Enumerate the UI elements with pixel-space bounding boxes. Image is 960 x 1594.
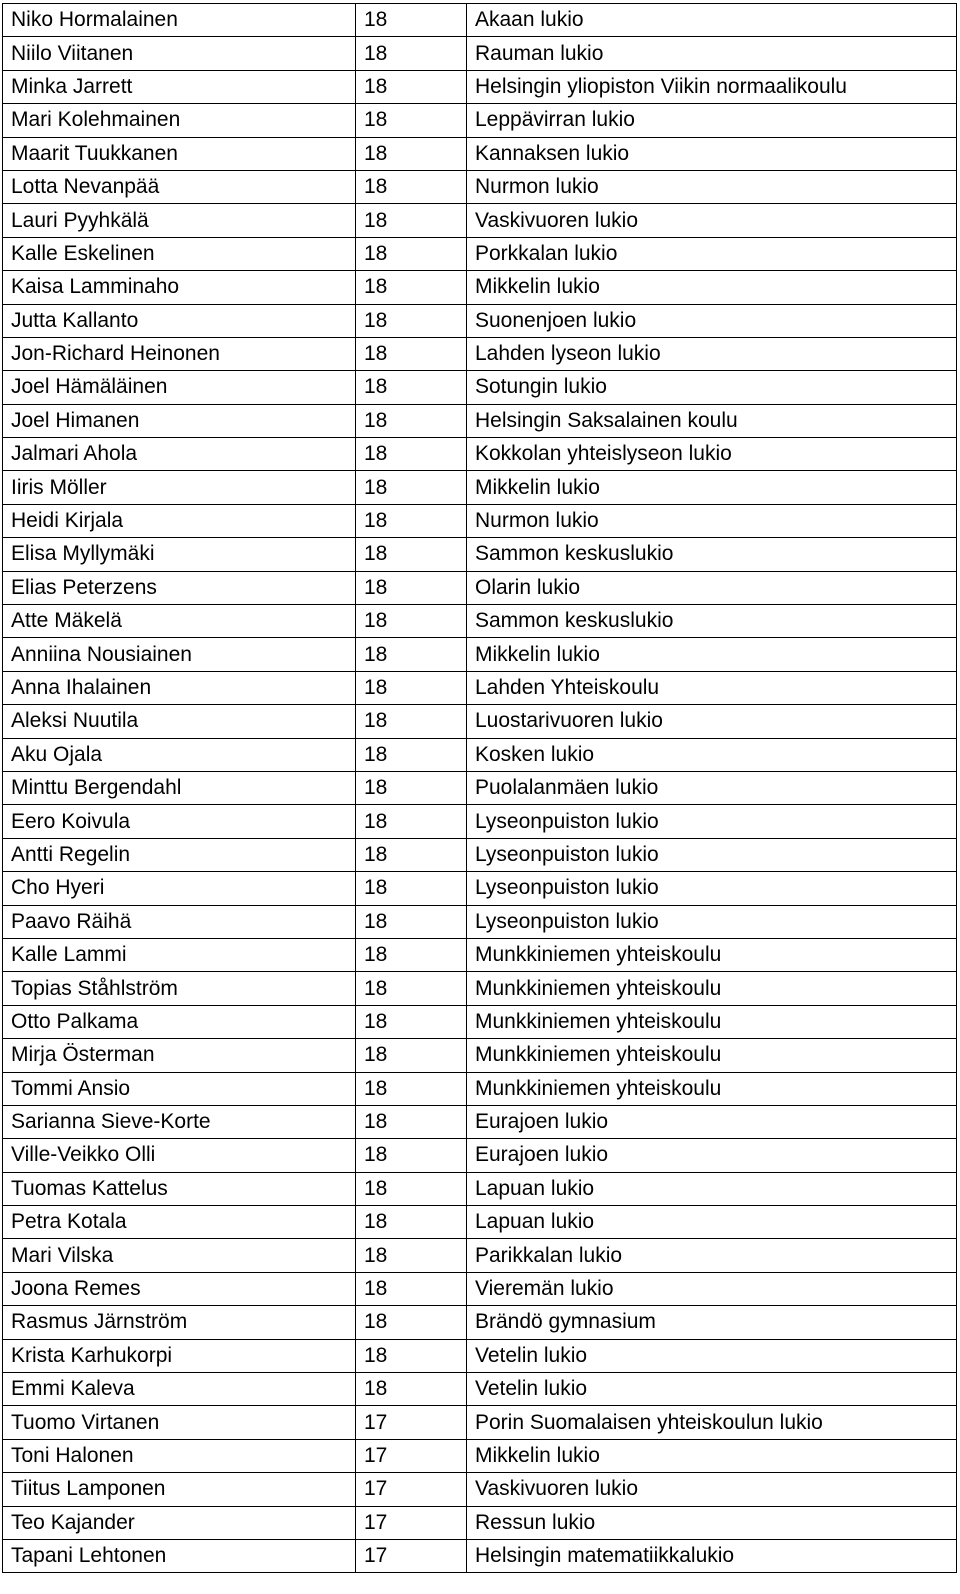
participant-name-cell: Niko Hormalainen — [3, 4, 356, 37]
participant-name-cell: Anniina Nousiainen — [3, 638, 356, 671]
participant-name-cell: Cho Hyeri — [3, 872, 356, 905]
participant-school-cell: Vetelin lukio — [467, 1339, 957, 1372]
participant-school-cell: Kosken lukio — [467, 738, 957, 771]
participant-age-cell: 18 — [356, 1172, 467, 1205]
participant-school-cell: Munkkiniemen yhteiskoulu — [467, 1072, 957, 1105]
participant-age-cell: 18 — [356, 304, 467, 337]
participant-age-cell: 18 — [356, 371, 467, 404]
participant-name-cell: Paavo Räihä — [3, 905, 356, 938]
participant-age-cell: 18 — [356, 571, 467, 604]
participant-school-cell: Sotungin lukio — [467, 371, 957, 404]
participant-school-cell: Suonenjoen lukio — [467, 304, 957, 337]
participant-name-cell: Mari Kolehmainen — [3, 104, 356, 137]
table-row — [3, 1072, 957, 1105]
participant-name-cell: Tuomo Virtanen — [3, 1406, 356, 1439]
table-row — [3, 1005, 957, 1038]
table-row — [3, 70, 957, 103]
participant-school-cell: Kokkolan yhteislyseon lukio — [467, 438, 957, 471]
table-row — [3, 4, 957, 37]
table-row — [3, 1439, 957, 1472]
participant-school-cell: Akaan lukio — [467, 4, 957, 37]
participant-age-cell: 18 — [356, 471, 467, 504]
participant-name-cell: Kalle Lammi — [3, 938, 356, 971]
participant-school-cell: Vetelin lukio — [467, 1373, 957, 1406]
table-row — [3, 1373, 957, 1406]
participant-school-cell: Leppävirran lukio — [467, 104, 957, 137]
participant-age-cell: 18 — [356, 271, 467, 304]
participant-age-cell: 18 — [356, 671, 467, 704]
participant-school-cell: Lahden lyseon lukio — [467, 337, 957, 370]
participant-name-cell: Heidi Kirjala — [3, 504, 356, 537]
participant-school-cell: Mikkelin lukio — [467, 1439, 957, 1472]
participant-age-cell: 18 — [356, 504, 467, 537]
participant-age-cell: 18 — [356, 972, 467, 1005]
participant-school-cell: Helsingin Saksalainen koulu — [467, 404, 957, 437]
participant-name-cell: Joel Hämäläinen — [3, 371, 356, 404]
table-row — [3, 337, 957, 370]
participant-age-cell: 18 — [356, 337, 467, 370]
participant-age-cell: 18 — [356, 838, 467, 871]
participant-name-cell: Jalmari Ahola — [3, 438, 356, 471]
table-row — [3, 738, 957, 771]
participant-school-cell: Helsingin matematiikkalukio — [467, 1539, 957, 1572]
table-row — [3, 204, 957, 237]
participant-name-cell: Joona Remes — [3, 1272, 356, 1305]
participant-school-cell: Sammon keskuslukio — [467, 538, 957, 571]
participant-age-cell: 18 — [356, 237, 467, 270]
participant-school-cell: Parikkalan lukio — [467, 1239, 957, 1272]
table-row — [3, 671, 957, 704]
participant-age-cell: 17 — [356, 1473, 467, 1506]
participant-name-cell: Mari Vilska — [3, 1239, 356, 1272]
participant-school-cell: Lapuan lukio — [467, 1206, 957, 1239]
table-row — [3, 1239, 957, 1272]
participant-age-cell: 18 — [356, 1005, 467, 1038]
participant-name-cell: Rasmus Järnström — [3, 1306, 356, 1339]
participant-name-cell: Jon-Richard Heinonen — [3, 337, 356, 370]
participant-school-cell: Eurajoen lukio — [467, 1105, 957, 1138]
participant-age-cell: 17 — [356, 1506, 467, 1539]
table-row — [3, 1172, 957, 1205]
participant-name-cell: Antti Regelin — [3, 838, 356, 871]
participant-age-cell: 18 — [356, 1239, 467, 1272]
table-row — [3, 1105, 957, 1138]
participant-school-cell: Eurajoen lukio — [467, 1139, 957, 1172]
participant-school-cell: Nurmon lukio — [467, 170, 957, 203]
participant-school-cell: Lapuan lukio — [467, 1172, 957, 1205]
participant-age-cell: 18 — [356, 771, 467, 804]
participant-name-cell: Kalle Eskelinen — [3, 237, 356, 270]
participant-name-cell: Anna Ihalainen — [3, 671, 356, 704]
participants-table — [2, 3, 957, 1573]
participant-school-cell: Mikkelin lukio — [467, 271, 957, 304]
participant-age-cell: 18 — [356, 4, 467, 37]
participants-table-body — [3, 4, 957, 1573]
participant-school-cell: Lyseonpuiston lukio — [467, 872, 957, 905]
participant-name-cell: Tuomas Kattelus — [3, 1172, 356, 1205]
table-row — [3, 705, 957, 738]
table-row — [3, 404, 957, 437]
participant-name-cell: Atte Mäkelä — [3, 605, 356, 638]
participant-name-cell: Eero Koivula — [3, 805, 356, 838]
table-row — [3, 1306, 957, 1339]
participant-age-cell: 18 — [356, 1139, 467, 1172]
participant-school-cell: Brändö gymnasium — [467, 1306, 957, 1339]
table-row — [3, 1339, 957, 1372]
participant-age-cell: 18 — [356, 938, 467, 971]
participant-name-cell: Sarianna Sieve-Korte — [3, 1105, 356, 1138]
participant-school-cell: Nurmon lukio — [467, 504, 957, 537]
participant-age-cell: 18 — [356, 1039, 467, 1072]
participant-name-cell: Jutta Kallanto — [3, 304, 356, 337]
participant-name-cell: Elisa Myllymäki — [3, 538, 356, 571]
table-row — [3, 271, 957, 304]
table-row — [3, 872, 957, 905]
participant-age-cell: 18 — [356, 37, 467, 70]
participant-age-cell: 18 — [356, 438, 467, 471]
table-row — [3, 1539, 957, 1572]
table-row — [3, 438, 957, 471]
participant-age-cell: 18 — [356, 805, 467, 838]
participant-age-cell: 18 — [356, 1272, 467, 1305]
participant-name-cell: Krista Karhukorpi — [3, 1339, 356, 1372]
participant-name-cell: Tapani Lehtonen — [3, 1539, 356, 1572]
participant-school-cell: Luostarivuoren lukio — [467, 705, 957, 738]
table-row — [3, 471, 957, 504]
participant-age-cell: 18 — [356, 905, 467, 938]
participant-school-cell: Ressun lukio — [467, 1506, 957, 1539]
participant-school-cell: Mikkelin lukio — [467, 471, 957, 504]
participant-name-cell: Tommi Ansio — [3, 1072, 356, 1105]
table-row — [3, 371, 957, 404]
table-row — [3, 37, 957, 70]
participant-school-cell: Munkkiniemen yhteiskoulu — [467, 938, 957, 971]
participant-school-cell: Kannaksen lukio — [467, 137, 957, 170]
table-row — [3, 1139, 957, 1172]
participant-age-cell: 18 — [356, 1206, 467, 1239]
table-row — [3, 938, 957, 971]
participant-age-cell: 18 — [356, 638, 467, 671]
participant-school-cell: Puolalanmäen lukio — [467, 771, 957, 804]
participant-name-cell: Elias Peterzens — [3, 571, 356, 604]
table-row — [3, 571, 957, 604]
participant-age-cell: 18 — [356, 204, 467, 237]
participant-name-cell: Tiitus Lamponen — [3, 1473, 356, 1506]
participant-name-cell: Toni Halonen — [3, 1439, 356, 1472]
table-row — [3, 605, 957, 638]
participant-school-cell: Vieremän lukio — [467, 1272, 957, 1305]
participant-name-cell: Mirja Österman — [3, 1039, 356, 1072]
participant-school-cell: Lyseonpuiston lukio — [467, 838, 957, 871]
participant-school-cell: Porin Suomalaisen yhteiskoulun lukio — [467, 1406, 957, 1439]
participant-age-cell: 18 — [356, 1306, 467, 1339]
participant-name-cell: Lotta Nevanpää — [3, 170, 356, 203]
participant-school-cell: Rauman lukio — [467, 37, 957, 70]
participant-name-cell: Lauri Pyyhkälä — [3, 204, 356, 237]
table-row — [3, 838, 957, 871]
participant-age-cell: 18 — [356, 170, 467, 203]
table-row — [3, 1272, 957, 1305]
participant-name-cell: Maarit Tuukkanen — [3, 137, 356, 170]
table-row — [3, 504, 957, 537]
table-row — [3, 905, 957, 938]
participant-age-cell: 18 — [356, 1072, 467, 1105]
participant-age-cell: 18 — [356, 538, 467, 571]
participant-name-cell: Niilo Viitanen — [3, 37, 356, 70]
table-row — [3, 237, 957, 270]
participant-age-cell: 18 — [356, 104, 467, 137]
participant-school-cell: Munkkiniemen yhteiskoulu — [467, 1039, 957, 1072]
participant-school-cell: Porkkalan lukio — [467, 237, 957, 270]
table-row — [3, 1473, 957, 1506]
participant-school-cell: Munkkiniemen yhteiskoulu — [467, 1005, 957, 1038]
participant-name-cell: Otto Palkama — [3, 1005, 356, 1038]
table-row — [3, 771, 957, 804]
table-row — [3, 1039, 957, 1072]
participant-school-cell: Mikkelin lukio — [467, 638, 957, 671]
participant-name-cell: Ville-Veikko Olli — [3, 1139, 356, 1172]
participant-age-cell: 18 — [356, 1373, 467, 1406]
table-row — [3, 137, 957, 170]
participant-name-cell: Joel Himanen — [3, 404, 356, 437]
participant-name-cell: Topias Ståhlström — [3, 972, 356, 1005]
participant-age-cell: 17 — [356, 1539, 467, 1572]
table-row — [3, 170, 957, 203]
participant-name-cell: Aleksi Nuutila — [3, 705, 356, 738]
participant-school-cell: Vaskivuoren lukio — [467, 1473, 957, 1506]
table-row — [3, 538, 957, 571]
table-row — [3, 304, 957, 337]
table-row — [3, 972, 957, 1005]
table-row — [3, 638, 957, 671]
participant-name-cell: Emmi Kaleva — [3, 1373, 356, 1406]
participant-age-cell: 18 — [356, 605, 467, 638]
participant-age-cell: 18 — [356, 70, 467, 103]
participant-name-cell: Minttu Bergendahl — [3, 771, 356, 804]
participant-age-cell: 18 — [356, 872, 467, 905]
participant-school-cell: Lyseonpuiston lukio — [467, 805, 957, 838]
table-row — [3, 805, 957, 838]
participant-school-cell: Sammon keskuslukio — [467, 605, 957, 638]
participant-name-cell: Petra Kotala — [3, 1206, 356, 1239]
participant-name-cell: Kaisa Lamminaho — [3, 271, 356, 304]
participant-name-cell: Teo Kajander — [3, 1506, 356, 1539]
participant-school-cell: Munkkiniemen yhteiskoulu — [467, 972, 957, 1005]
participant-name-cell: Aku Ojala — [3, 738, 356, 771]
participant-school-cell: Lahden Yhteiskoulu — [467, 671, 957, 704]
table-row — [3, 1506, 957, 1539]
participant-age-cell: 18 — [356, 404, 467, 437]
participant-school-cell: Olarin lukio — [467, 571, 957, 604]
table-row — [3, 1406, 957, 1439]
participant-age-cell: 18 — [356, 705, 467, 738]
table-row — [3, 104, 957, 137]
participant-age-cell: 18 — [356, 1105, 467, 1138]
participant-age-cell: 17 — [356, 1439, 467, 1472]
participant-age-cell: 18 — [356, 137, 467, 170]
participant-name-cell: Iiris Möller — [3, 471, 356, 504]
participant-school-cell: Vaskivuoren lukio — [467, 204, 957, 237]
participant-age-cell: 18 — [356, 738, 467, 771]
participant-name-cell: Minka Jarrett — [3, 70, 356, 103]
participant-age-cell: 18 — [356, 1339, 467, 1372]
participant-school-cell: Lyseonpuiston lukio — [467, 905, 957, 938]
participant-school-cell: Helsingin yliopiston Viikin normaalikoulu — [467, 70, 957, 103]
table-row — [3, 1206, 957, 1239]
participant-age-cell: 17 — [356, 1406, 467, 1439]
